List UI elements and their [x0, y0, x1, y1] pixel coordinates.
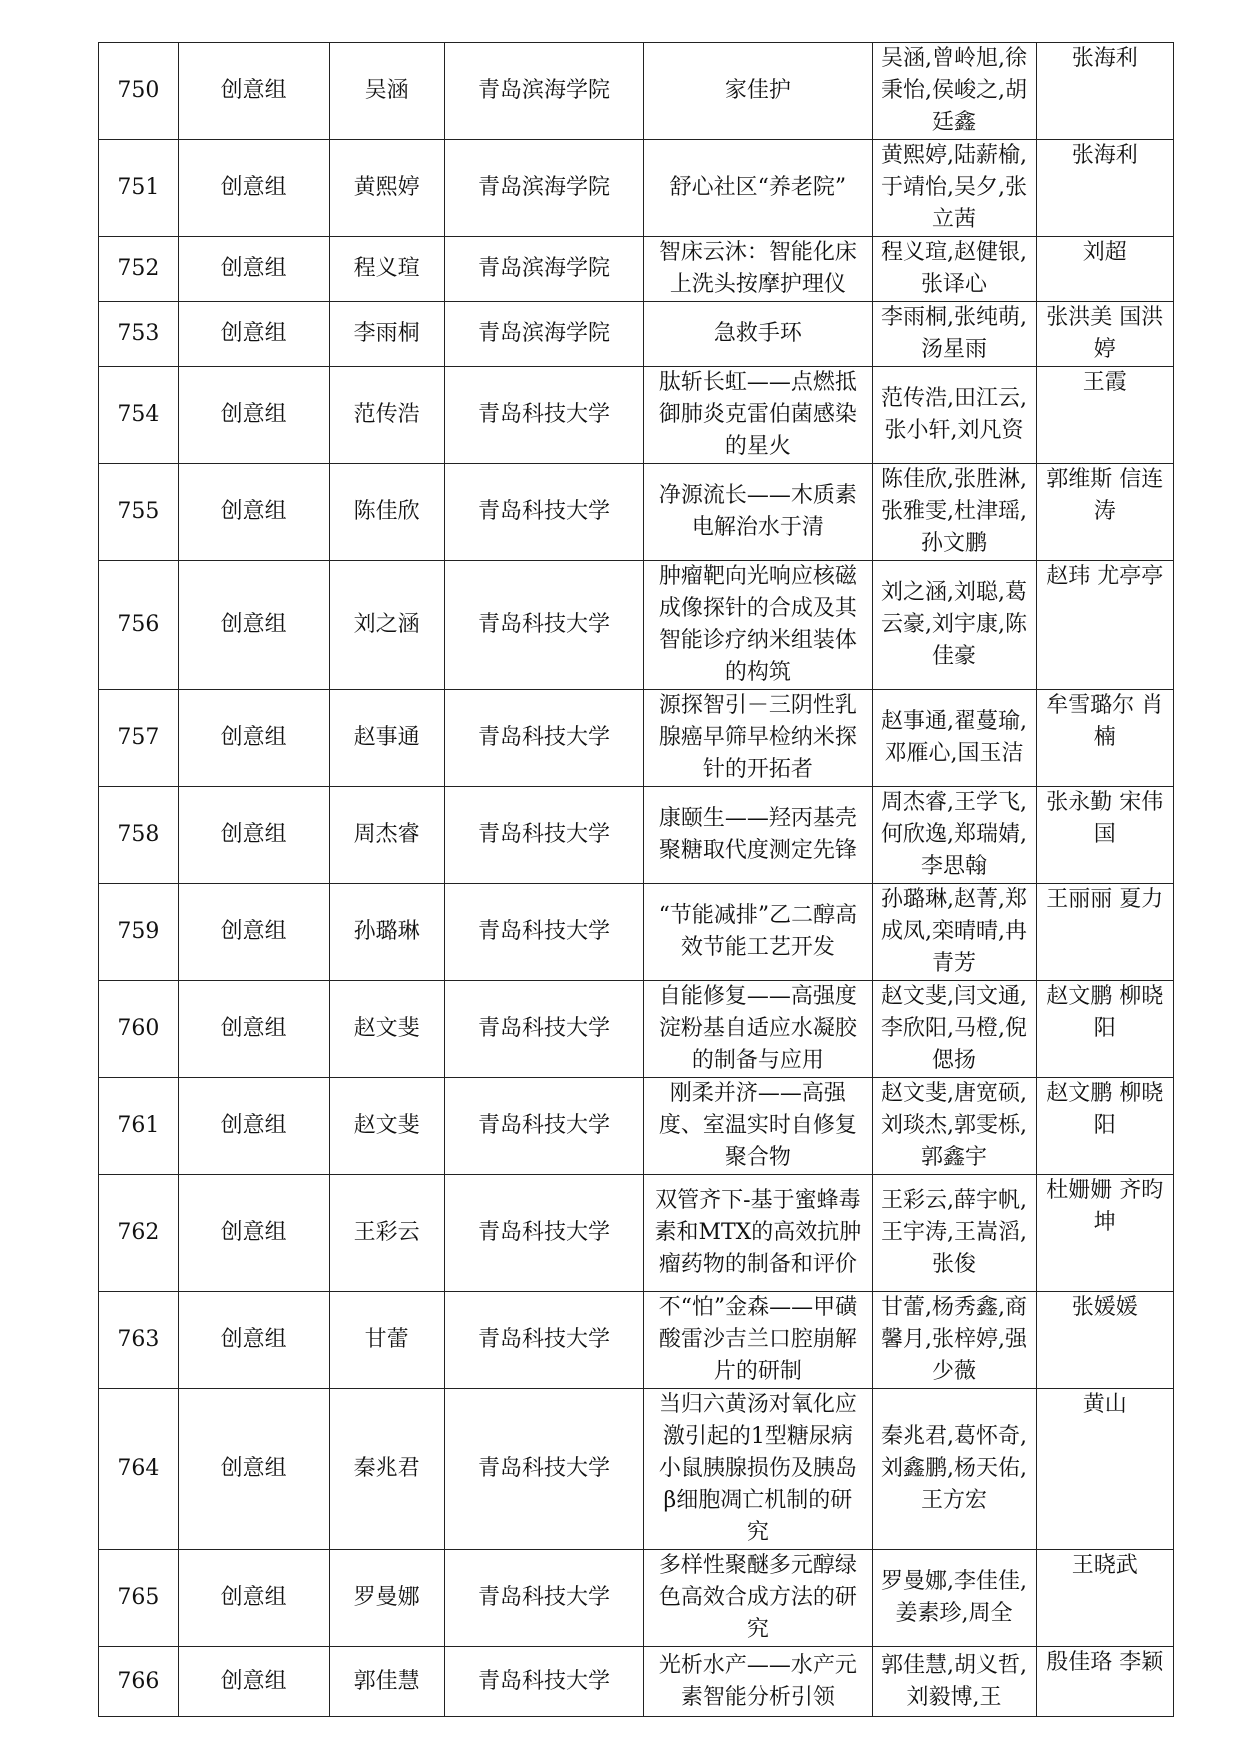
cell-leader: 赵文斐 — [329, 1078, 444, 1175]
table-body — [99, 43, 1174, 1717]
cell-id: 751 — [99, 140, 179, 237]
cell-school: 青岛科技大学 — [444, 561, 643, 690]
cell-advisor: 黄山 — [1036, 1389, 1173, 1550]
cell-id: 759 — [99, 884, 179, 981]
cell-advisor: 张海利 — [1036, 43, 1173, 140]
cell-advisor: 张洪美 国洪婷 — [1036, 302, 1173, 367]
cell-group: 创意组 — [178, 43, 329, 140]
table-row — [99, 884, 1174, 981]
table-row — [99, 237, 1174, 302]
cell-project: 当归六黄汤对氧化应激引起的1型糖尿病小鼠胰腺损伤及胰岛β细胞凋亡机制的研究 — [644, 1389, 872, 1550]
cell-leader: 郭佳慧 — [329, 1647, 444, 1717]
cell-school: 青岛科技大学 — [444, 367, 643, 464]
cell-leader: 甘蕾 — [329, 1292, 444, 1389]
cell-school: 青岛滨海学院 — [444, 140, 643, 237]
cell-project: 不“怕”金森——甲磺酸雷沙吉兰口腔崩解片的研制 — [644, 1292, 872, 1389]
table-row — [99, 140, 1174, 237]
table-row — [99, 1078, 1174, 1175]
cell-id: 758 — [99, 787, 179, 884]
cell-members: 赵文斐,闫文通,李欣阳,马橙,倪偲扬 — [872, 981, 1036, 1078]
cell-id: 753 — [99, 302, 179, 367]
table-row — [99, 464, 1174, 561]
table-row — [99, 787, 1174, 884]
cell-group: 创意组 — [178, 690, 329, 787]
cell-project: 舒心社区“养老院” — [644, 140, 872, 237]
cell-group: 创意组 — [178, 1647, 329, 1717]
cell-school: 青岛滨海学院 — [444, 43, 643, 140]
table-row — [99, 43, 1174, 140]
cell-id: 756 — [99, 561, 179, 690]
cell-members: 赵文斐,唐宽硕,刘琰杰,郭雯栎,郭鑫宇 — [872, 1078, 1036, 1175]
cell-members: 罗曼娜,李佳佳,姜素珍,周全 — [872, 1550, 1036, 1647]
cell-school: 青岛科技大学 — [444, 1389, 643, 1550]
cell-project: 刚柔并济——高强度、室温实时自修复聚合物 — [644, 1078, 872, 1175]
cell-leader: 范传浩 — [329, 367, 444, 464]
cell-members: 黄熙婷,陆薪榆,于靖怡,吴夕,张立茜 — [872, 140, 1036, 237]
table-row — [99, 1292, 1174, 1389]
cell-leader: 孙璐琳 — [329, 884, 444, 981]
cell-group: 创意组 — [178, 367, 329, 464]
cell-advisor: 赵文鹏 柳晓阳 — [1036, 981, 1173, 1078]
cell-group: 创意组 — [178, 1292, 329, 1389]
cell-group: 创意组 — [178, 884, 329, 981]
cell-advisor: 王晓武 — [1036, 1550, 1173, 1647]
cell-id: 763 — [99, 1292, 179, 1389]
cell-project: 双管齐下-基于蜜蜂毒素和MTX的高效抗肿瘤药物的制备和评价 — [644, 1175, 872, 1292]
cell-leader: 罗曼娜 — [329, 1550, 444, 1647]
cell-advisor: 赵文鹏 柳晓阳 — [1036, 1078, 1173, 1175]
cell-members: 赵事通,翟蔓瑜,邓雁心,国玉洁 — [872, 690, 1036, 787]
award-table — [98, 42, 1174, 1717]
cell-school: 青岛科技大学 — [444, 1550, 643, 1647]
cell-school: 青岛滨海学院 — [444, 237, 643, 302]
cell-members: 吴涵,曾岭旭,徐秉怡,侯峻之,胡廷鑫 — [872, 43, 1036, 140]
cell-school: 青岛科技大学 — [444, 1292, 643, 1389]
cell-project: 净源流长——木质素电解治水于清 — [644, 464, 872, 561]
cell-members: 秦兆君,葛怀奇,刘鑫鹏,杨天佑,王方宏 — [872, 1389, 1036, 1550]
cell-school: 青岛科技大学 — [444, 787, 643, 884]
cell-advisor: 郭维斯 信连涛 — [1036, 464, 1173, 561]
cell-school: 青岛滨海学院 — [444, 302, 643, 367]
cell-members: 甘蕾,杨秀鑫,商馨月,张梓婷,强少薇 — [872, 1292, 1036, 1389]
cell-group: 创意组 — [178, 237, 329, 302]
cell-school: 青岛科技大学 — [444, 1078, 643, 1175]
cell-project: 多样性聚醚多元醇绿色高效合成方法的研究 — [644, 1550, 872, 1647]
cell-project: “节能减排”乙二醇高效节能工艺开发 — [644, 884, 872, 981]
cell-project: 急救手环 — [644, 302, 872, 367]
cell-leader: 陈佳欣 — [329, 464, 444, 561]
cell-advisor: 殷佳珞 李颖 — [1036, 1647, 1173, 1717]
cell-advisor: 赵玮 尤亭亭 — [1036, 561, 1173, 690]
cell-id: 764 — [99, 1389, 179, 1550]
cell-project: 康颐生——羟丙基壳聚糖取代度测定先锋 — [644, 787, 872, 884]
cell-members: 周杰睿,王学飞,何欣逸,郑瑞婧,李思翰 — [872, 787, 1036, 884]
cell-project: 光析水产——水产元素智能分析引领 — [644, 1647, 872, 1717]
cell-members: 孙璐琳,赵菁,郑成凤,栾晴晴,冉青芳 — [872, 884, 1036, 981]
cell-members: 刘之涵,刘聪,葛云豪,刘宇康,陈佳豪 — [872, 561, 1036, 690]
cell-project: 家佳护 — [644, 43, 872, 140]
table-row — [99, 1647, 1174, 1717]
cell-advisor: 王丽丽 夏力 — [1036, 884, 1173, 981]
cell-id: 765 — [99, 1550, 179, 1647]
cell-advisor: 张永勤 宋伟国 — [1036, 787, 1173, 884]
cell-school: 青岛科技大学 — [444, 1647, 643, 1717]
cell-members: 程义瑄,赵健银,张译心 — [872, 237, 1036, 302]
cell-group: 创意组 — [178, 787, 329, 884]
cell-leader: 秦兆君 — [329, 1389, 444, 1550]
cell-leader: 刘之涵 — [329, 561, 444, 690]
cell-leader: 王彩云 — [329, 1175, 444, 1292]
cell-id: 757 — [99, 690, 179, 787]
cell-school: 青岛科技大学 — [444, 981, 643, 1078]
table-row — [99, 1175, 1174, 1292]
cell-school: 青岛科技大学 — [444, 1175, 643, 1292]
cell-project: 肽斩长虹——点燃抵御肺炎克雷伯菌感染的星火 — [644, 367, 872, 464]
table-row — [99, 302, 1174, 367]
cell-members: 王彩云,薛宇帆,王宇涛,王嵩滔,张俊 — [872, 1175, 1036, 1292]
cell-group: 创意组 — [178, 1550, 329, 1647]
cell-project: 源探智引－三阴性乳腺癌早筛早检纳米探针的开拓者 — [644, 690, 872, 787]
cell-project: 智床云沐：智能化床上洗头按摩护理仪 — [644, 237, 872, 302]
table-row — [99, 1389, 1174, 1550]
cell-advisor: 杜姗姗 齐昀坤 — [1036, 1175, 1173, 1292]
cell-project: 肿瘤靶向光响应核磁成像探针的合成及其智能诊疗纳米组装体的构筑 — [644, 561, 872, 690]
cell-leader: 赵文斐 — [329, 981, 444, 1078]
cell-leader: 吴涵 — [329, 43, 444, 140]
cell-id: 752 — [99, 237, 179, 302]
cell-group: 创意组 — [178, 1389, 329, 1550]
cell-group: 创意组 — [178, 464, 329, 561]
table-row — [99, 561, 1174, 690]
cell-id: 755 — [99, 464, 179, 561]
cell-id: 762 — [99, 1175, 179, 1292]
cell-id: 760 — [99, 981, 179, 1078]
cell-leader: 周杰睿 — [329, 787, 444, 884]
cell-group: 创意组 — [178, 561, 329, 690]
table-row — [99, 1550, 1174, 1647]
cell-group: 创意组 — [178, 1175, 329, 1292]
cell-group: 创意组 — [178, 140, 329, 237]
document-page — [98, 42, 1174, 1753]
cell-group: 创意组 — [178, 1078, 329, 1175]
cell-id: 750 — [99, 43, 179, 140]
cell-advisor: 刘超 — [1036, 237, 1173, 302]
cell-members: 郭佳慧,胡义哲,刘毅博,王 — [872, 1647, 1036, 1717]
cell-project: 自能修复——高强度淀粉基自适应水凝胶的制备与应用 — [644, 981, 872, 1078]
table-row — [99, 367, 1174, 464]
cell-group: 创意组 — [178, 981, 329, 1078]
cell-leader: 黄熙婷 — [329, 140, 444, 237]
cell-school: 青岛科技大学 — [444, 884, 643, 981]
cell-members: 李雨桐,张纯萌,汤星雨 — [872, 302, 1036, 367]
cell-advisor: 张媛媛 — [1036, 1292, 1173, 1389]
cell-members: 范传浩,田江云,张小轩,刘凡资 — [872, 367, 1036, 464]
cell-leader: 程义瑄 — [329, 237, 444, 302]
cell-id: 754 — [99, 367, 179, 464]
cell-advisor: 张海利 — [1036, 140, 1173, 237]
cell-leader: 赵事通 — [329, 690, 444, 787]
table-row — [99, 690, 1174, 787]
cell-school: 青岛科技大学 — [444, 690, 643, 787]
cell-advisor: 王霞 — [1036, 367, 1173, 464]
table-row — [99, 981, 1174, 1078]
cell-advisor: 牟雪璐尔 肖楠 — [1036, 690, 1173, 787]
cell-members: 陈佳欣,张胜淋,张雅雯,杜津瑶,孙文鹏 — [872, 464, 1036, 561]
cell-leader: 李雨桐 — [329, 302, 444, 367]
cell-id: 761 — [99, 1078, 179, 1175]
cell-id: 766 — [99, 1647, 179, 1717]
cell-school: 青岛科技大学 — [444, 464, 643, 561]
cell-group: 创意组 — [178, 302, 329, 367]
